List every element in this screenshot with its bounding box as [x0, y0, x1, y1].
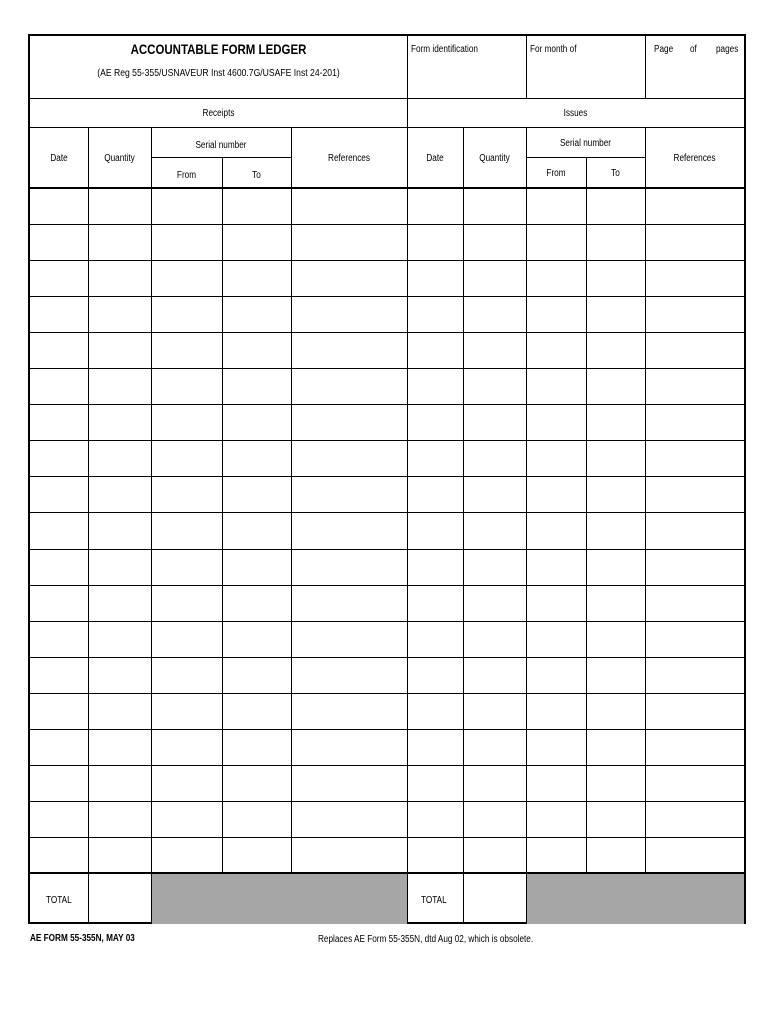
divider: [645, 36, 646, 98]
issues-date-cell[interactable]: [408, 550, 462, 584]
issues-quantity-cell[interactable]: [464, 838, 525, 872]
issues-date-cell[interactable]: [408, 477, 462, 511]
issues-date-cell[interactable]: [408, 838, 462, 872]
issues-serial-from-cell[interactable]: [527, 333, 585, 367]
receipts-references-cell[interactable]: [292, 333, 406, 367]
divider: [30, 127, 744, 128]
issues-serial-from-cell[interactable]: [527, 369, 585, 403]
receipts-serial-from-cell[interactable]: [152, 838, 221, 872]
receipts-serial-from-cell[interactable]: [152, 550, 221, 584]
receipts-references-cell[interactable]: [292, 586, 406, 620]
issues-quantity-cell[interactable]: [464, 550, 525, 584]
issues-references-cell[interactable]: [646, 297, 743, 331]
issues-serial-from-cell[interactable]: [527, 802, 585, 836]
receipts-quantity-cell[interactable]: [89, 261, 150, 295]
issues-date-cell[interactable]: [408, 225, 462, 259]
receipts-total-quantity-field[interactable]: [89, 874, 151, 924]
issues-serial-number-header: Serial number: [559, 138, 612, 149]
receipts-serial-from-cell[interactable]: [152, 586, 221, 620]
issues-serial-from-cell[interactable]: [527, 694, 585, 728]
receipts-serial-to-cell[interactable]: [223, 694, 290, 728]
issues-quantity-cell[interactable]: [464, 730, 525, 764]
receipts-serial-from-cell[interactable]: [152, 225, 221, 259]
receipts-date-cell[interactable]: [31, 838, 87, 872]
issues-references-cell[interactable]: [646, 513, 743, 547]
receipts-date-cell[interactable]: [31, 477, 87, 511]
issues-quantity-cell[interactable]: [464, 658, 525, 692]
issues-date-cell[interactable]: [408, 730, 462, 764]
issues-references-cell[interactable]: [646, 369, 743, 403]
receipts-serial-from-cell[interactable]: [152, 622, 221, 656]
receipts-references-cell[interactable]: [292, 297, 406, 331]
receipts-serial-from-cell[interactable]: [152, 658, 221, 692]
receipts-serial-to-cell[interactable]: [223, 730, 290, 764]
issues-quantity-cell[interactable]: [464, 297, 525, 331]
issues-date-cell[interactable]: [408, 802, 462, 836]
receipts-serial-to-cell[interactable]: [223, 297, 290, 331]
receipts-serial-to-cell[interactable]: [223, 838, 290, 872]
issues-section-label: Issues: [563, 108, 588, 119]
issues-quantity-cell[interactable]: [464, 225, 525, 259]
issues-serial-from-cell[interactable]: [527, 477, 585, 511]
receipts-serial-from-cell[interactable]: [152, 405, 221, 439]
receipts-serial-to-cell[interactable]: [223, 622, 290, 656]
issues-serial-from-cell[interactable]: [527, 730, 585, 764]
receipts-serial-to-cell[interactable]: [223, 189, 290, 223]
issues-date-cell[interactable]: [408, 622, 462, 656]
issues-quantity-cell[interactable]: [464, 586, 525, 620]
receipts-date-cell[interactable]: [31, 441, 87, 475]
receipts-date-cell[interactable]: [31, 586, 87, 620]
issues-quantity-cell[interactable]: [464, 189, 525, 223]
receipts-serial-to-cell[interactable]: [223, 766, 290, 800]
issues-serial-to-cell[interactable]: [587, 658, 644, 692]
receipts-references-cell[interactable]: [292, 369, 406, 403]
issues-serial-to-cell[interactable]: [587, 802, 644, 836]
receipts-references-cell[interactable]: [292, 838, 406, 872]
issues-serial-from-cell[interactable]: [527, 261, 585, 295]
receipts-date-cell[interactable]: [31, 622, 87, 656]
receipts-date-cell[interactable]: [31, 658, 87, 692]
receipts-date-cell[interactable]: [31, 297, 87, 331]
receipts-to-header: To: [252, 170, 261, 181]
receipts-date-cell[interactable]: [31, 225, 87, 259]
receipts-quantity-cell[interactable]: [89, 477, 150, 511]
receipts-date-cell[interactable]: [31, 694, 87, 728]
receipts-quantity-cell[interactable]: [89, 225, 150, 259]
issues-serial-from-cell[interactable]: [527, 622, 585, 656]
receipts-references-cell[interactable]: [292, 189, 406, 223]
receipts-quantity-cell[interactable]: [89, 802, 150, 836]
divider: [151, 157, 291, 158]
issues-date-cell[interactable]: [408, 658, 462, 692]
receipts-serial-from-cell[interactable]: [152, 369, 221, 403]
receipts-date-cell[interactable]: [31, 730, 87, 764]
receipts-serial-from-cell[interactable]: [152, 297, 221, 331]
of-label: of: [690, 44, 697, 55]
issues-serial-to-cell[interactable]: [587, 261, 644, 295]
receipts-quantity-cell[interactable]: [89, 189, 150, 223]
issues-serial-from-cell[interactable]: [527, 297, 585, 331]
receipts-serial-to-cell[interactable]: [223, 225, 290, 259]
receipts-serial-from-cell[interactable]: [152, 802, 221, 836]
receipts-quantity-cell[interactable]: [89, 333, 150, 367]
receipts-total-label: TOTAL: [46, 895, 72, 906]
receipts-date-cell[interactable]: [31, 405, 87, 439]
receipts-quantity-cell[interactable]: [89, 730, 150, 764]
issues-serial-to-cell[interactable]: [587, 333, 644, 367]
issues-references-cell[interactable]: [646, 622, 743, 656]
for-month-of-label: For month of: [530, 44, 577, 55]
receipts-date-cell[interactable]: [31, 513, 87, 547]
receipts-serial-from-cell[interactable]: [152, 261, 221, 295]
receipts-from-header: From: [176, 170, 197, 181]
receipts-serial-from-cell[interactable]: [152, 730, 221, 764]
issues-references-cell[interactable]: [646, 766, 743, 800]
issues-references-cell[interactable]: [646, 730, 743, 764]
receipts-serial-to-cell[interactable]: [223, 477, 290, 511]
receipts-quantity-cell[interactable]: [89, 405, 150, 439]
issues-serial-to-cell[interactable]: [587, 586, 644, 620]
receipts-serial-from-cell[interactable]: [152, 513, 221, 547]
receipts-quantity-cell[interactable]: [89, 838, 150, 872]
issues-serial-from-cell[interactable]: [527, 586, 585, 620]
page-label: Page: [654, 44, 674, 55]
receipts-serial-to-cell[interactable]: [223, 441, 290, 475]
receipts-serial-to-cell[interactable]: [223, 333, 290, 367]
issues-serial-to-cell[interactable]: [587, 369, 644, 403]
issues-serial-from-cell[interactable]: [527, 441, 585, 475]
receipts-section-label: Receipts: [202, 108, 235, 119]
receipts-date-cell[interactable]: [31, 802, 87, 836]
issues-references-cell[interactable]: [646, 477, 743, 511]
receipts-references-cell[interactable]: [292, 477, 406, 511]
receipts-serial-from-cell[interactable]: [152, 441, 221, 475]
receipts-serial-number-header: Serial number: [195, 140, 247, 151]
issues-references-cell[interactable]: [646, 802, 743, 836]
issues-date-cell[interactable]: [408, 586, 462, 620]
receipts-serial-to-cell[interactable]: [223, 586, 290, 620]
receipts-references-cell[interactable]: [292, 622, 406, 656]
issues-references-cell[interactable]: [646, 838, 743, 872]
receipts-references-cell[interactable]: [292, 261, 406, 295]
receipts-quantity-cell[interactable]: [89, 694, 150, 728]
receipts-quantity-cell[interactable]: [89, 766, 150, 800]
issues-references-header: References: [673, 153, 716, 164]
receipts-quantity-cell[interactable]: [89, 586, 150, 620]
receipts-quantity-cell[interactable]: [89, 513, 150, 547]
issues-serial-from-cell[interactable]: [527, 189, 585, 223]
receipts-references-cell[interactable]: [292, 513, 406, 547]
issues-references-cell[interactable]: [646, 550, 743, 584]
issues-references-cell[interactable]: [646, 586, 743, 620]
receipts-serial-from-cell[interactable]: [152, 477, 221, 511]
receipts-quantity-cell[interactable]: [89, 622, 150, 656]
receipts-serial-from-cell[interactable]: [152, 189, 221, 223]
issues-date-cell[interactable]: [408, 441, 462, 475]
issues-references-cell[interactable]: [646, 333, 743, 367]
issues-date-cell[interactable]: [408, 766, 462, 800]
issues-quantity-cell[interactable]: [464, 441, 525, 475]
issues-to-header: To: [611, 168, 620, 179]
issues-total-label: TOTAL: [421, 895, 447, 906]
issues-serial-from-cell[interactable]: [527, 766, 585, 800]
issues-serial-from-cell[interactable]: [527, 658, 585, 692]
issues-serial-to-cell[interactable]: [587, 622, 644, 656]
receipts-quantity-cell[interactable]: [89, 441, 150, 475]
issues-references-cell[interactable]: [646, 405, 743, 439]
receipts-date-header: Date: [50, 153, 68, 164]
issues-serial-to-cell[interactable]: [587, 225, 644, 259]
issues-quantity-header: Quantity: [479, 153, 510, 164]
issues-serial-to-cell[interactable]: [587, 477, 644, 511]
receipts-references-cell[interactable]: [292, 441, 406, 475]
receipts-references-cell[interactable]: [292, 730, 406, 764]
form-identification-label: Form identification: [411, 44, 478, 55]
receipts-date-cell[interactable]: [31, 766, 87, 800]
receipts-references-cell[interactable]: [292, 658, 406, 692]
pages-label: pages: [716, 44, 739, 55]
receipts-total-shaded: [152, 874, 407, 924]
issues-quantity-cell[interactable]: [464, 369, 525, 403]
issues-quantity-cell[interactable]: [464, 694, 525, 728]
ledger-form: [28, 34, 746, 924]
issues-date-cell[interactable]: [408, 513, 462, 547]
form-subtitle: (AE Reg 55-355/USNAVEUR Inst 4600.7G/USAFE Inst 24-201): [97, 67, 340, 79]
receipts-serial-to-cell[interactable]: [223, 658, 290, 692]
issues-from-header: From: [546, 168, 566, 179]
replaces-note: Replaces AE Form 55-355N, dtd Aug 02, which is obsolete.: [318, 934, 534, 945]
receipts-serial-to-cell[interactable]: [223, 802, 290, 836]
issues-quantity-cell[interactable]: [464, 333, 525, 367]
issues-quantity-cell[interactable]: [464, 766, 525, 800]
issues-date-cell[interactable]: [408, 333, 462, 367]
form-identification-field[interactable]: [408, 58, 525, 96]
issues-date-cell[interactable]: [408, 297, 462, 331]
receipts-quantity-cell[interactable]: [89, 297, 150, 331]
receipts-date-cell[interactable]: [31, 369, 87, 403]
issues-total-quantity-field[interactable]: [464, 874, 526, 924]
receipts-quantity-cell[interactable]: [89, 369, 150, 403]
receipts-serial-to-cell[interactable]: [223, 261, 290, 295]
issues-serial-to-cell[interactable]: [587, 766, 644, 800]
issues-serial-to-cell[interactable]: [587, 441, 644, 475]
issues-quantity-cell[interactable]: [464, 261, 525, 295]
issues-serial-from-cell[interactable]: [527, 838, 585, 872]
issues-date-cell[interactable]: [408, 189, 462, 223]
issues-serial-to-cell[interactable]: [587, 513, 644, 547]
issues-references-cell[interactable]: [646, 441, 743, 475]
divider: [526, 157, 645, 158]
form-number: AE FORM 55-355N, MAY 03: [30, 933, 135, 944]
issues-serial-to-cell[interactable]: [587, 189, 644, 223]
receipts-serial-from-cell[interactable]: [152, 766, 221, 800]
issues-date-cell[interactable]: [408, 694, 462, 728]
issues-total-shaded: [527, 874, 744, 924]
issues-references-cell[interactable]: [646, 189, 743, 223]
receipts-date-cell[interactable]: [31, 333, 87, 367]
receipts-references-cell[interactable]: [292, 802, 406, 836]
receipts-references-cell[interactable]: [292, 694, 406, 728]
issues-serial-to-cell[interactable]: [587, 694, 644, 728]
issues-references-cell[interactable]: [646, 694, 743, 728]
receipts-serial-to-cell[interactable]: [223, 405, 290, 439]
issues-date-cell[interactable]: [408, 261, 462, 295]
issues-quantity-cell[interactable]: [464, 513, 525, 547]
issues-date-cell[interactable]: [408, 369, 462, 403]
receipts-date-cell[interactable]: [31, 261, 87, 295]
receipts-references-cell[interactable]: [292, 766, 406, 800]
receipts-date-cell[interactable]: [31, 550, 87, 584]
issues-date-header: Date: [426, 153, 444, 164]
receipts-quantity-cell[interactable]: [89, 658, 150, 692]
issues-quantity-cell[interactable]: [464, 622, 525, 656]
receipts-date-cell[interactable]: [31, 189, 87, 223]
issues-serial-from-cell[interactable]: [527, 513, 585, 547]
receipts-serial-to-cell[interactable]: [223, 550, 290, 584]
issues-serial-from-cell[interactable]: [527, 550, 585, 584]
receipts-serial-from-cell[interactable]: [152, 694, 221, 728]
receipts-references-header: References: [328, 153, 370, 164]
receipts-quantity-cell[interactable]: [89, 550, 150, 584]
receipts-serial-to-cell[interactable]: [223, 369, 290, 403]
issues-quantity-cell[interactable]: [464, 477, 525, 511]
for-month-of-field[interactable]: [527, 58, 644, 96]
receipts-serial-to-cell[interactable]: [223, 513, 290, 547]
receipts-references-cell[interactable]: [292, 550, 406, 584]
issues-references-cell[interactable]: [646, 658, 743, 692]
issues-quantity-cell[interactable]: [464, 802, 525, 836]
issues-serial-from-cell[interactable]: [527, 405, 585, 439]
issues-references-cell[interactable]: [646, 261, 743, 295]
divider: [30, 98, 744, 99]
issues-quantity-cell[interactable]: [464, 405, 525, 439]
issues-serial-to-cell[interactable]: [587, 550, 644, 584]
receipts-quantity-header: Quantity: [104, 153, 135, 164]
issues-serial-to-cell[interactable]: [587, 838, 644, 872]
issues-serial-to-cell[interactable]: [587, 730, 644, 764]
issues-serial-to-cell[interactable]: [587, 405, 644, 439]
issues-serial-from-cell[interactable]: [527, 225, 585, 259]
receipts-references-cell[interactable]: [292, 225, 406, 259]
receipts-references-cell[interactable]: [292, 405, 406, 439]
receipts-serial-from-cell[interactable]: [152, 333, 221, 367]
form-title: ACCOUNTABLE FORM LEDGER: [130, 41, 307, 57]
issues-date-cell[interactable]: [408, 405, 462, 439]
issues-references-cell[interactable]: [646, 225, 743, 259]
issues-serial-to-cell[interactable]: [587, 297, 644, 331]
